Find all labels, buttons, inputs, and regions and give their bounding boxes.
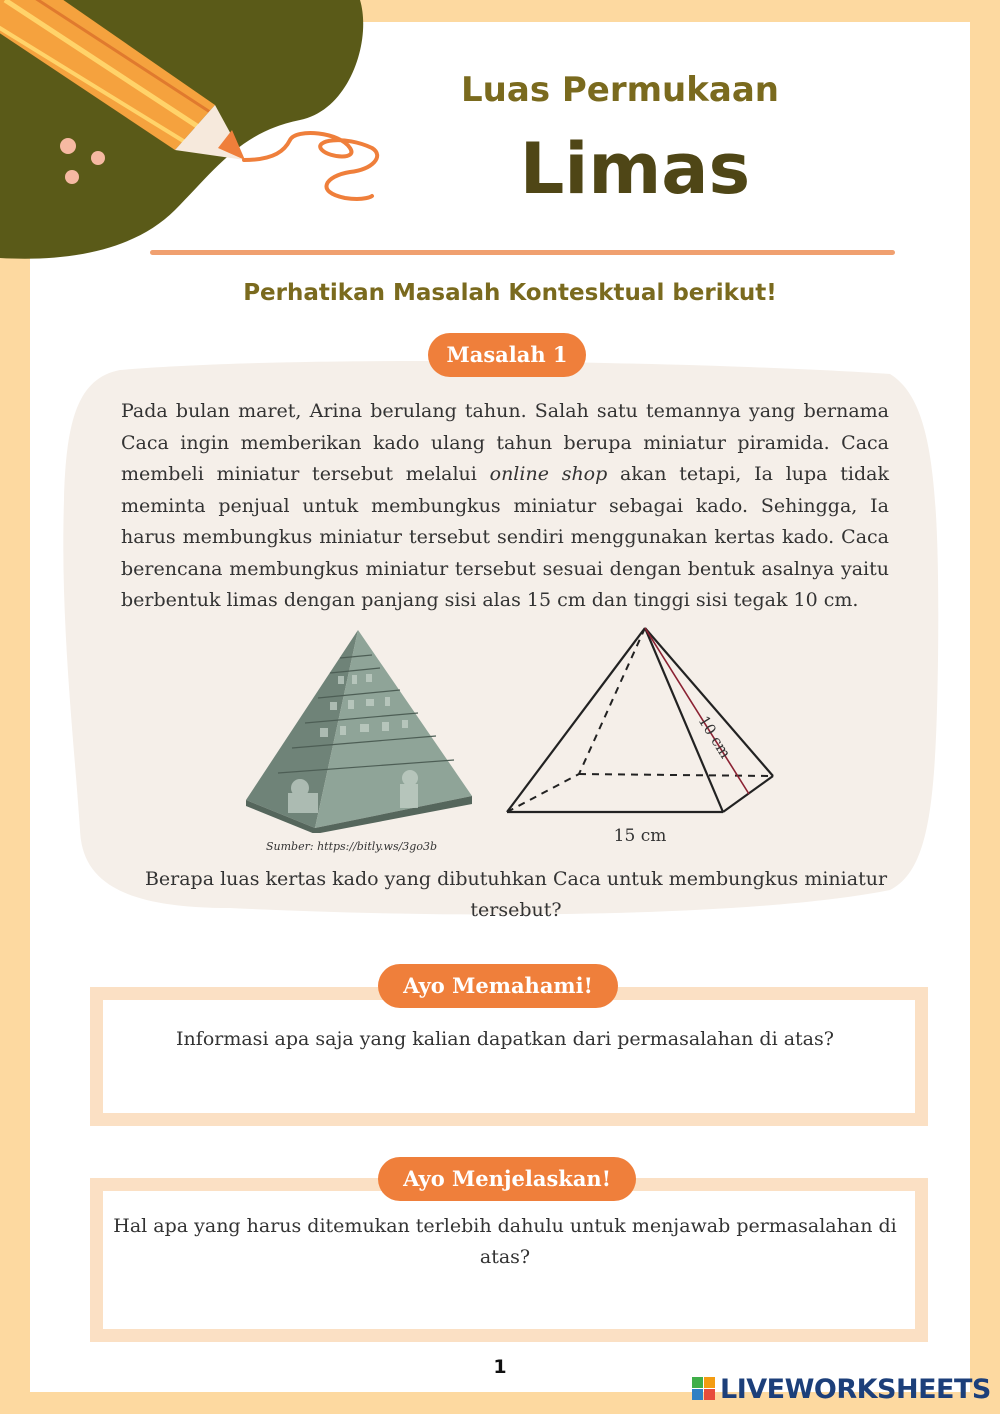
- liveworksheets-watermark[interactable]: [692, 1374, 991, 1404]
- page-title: Limas: [519, 128, 751, 210]
- problem-question: Berapa luas kertas kado yang dibutuhkan Caca untuk membungkus miniatur tersebut?: [144, 868, 888, 921]
- explain-question: Hal apa yang harus ditemukan terlebih dahulu untuk menjawab permasalahan di atas?: [113, 1215, 897, 1268]
- understand-label: Ayo Memahami!: [378, 964, 618, 1008]
- title-top: Luas Permukaan: [461, 70, 779, 110]
- problem-text: [121, 396, 889, 617]
- understand-question: Informasi apa saja yang kalian dapatkan dari permasalahan di atas?: [176, 1028, 834, 1050]
- section-subheading: Perhatikan Masalah Kontesktual berikut!: [243, 280, 777, 306]
- watermark-text: LIVEWORKSHEETS: [720, 1373, 991, 1405]
- problem-text-part-2: akan tetapi, Ia lupa tidak meminta penjual untuk membungkus miniatur sebagai kado. Sehingga, Ia harus membungkus miniatur tersebut sendiri menggunakan kertas kado. Caca berencana membungkus miniatur tersebut sesuai dengan bentuk asalnya yaitu berbentuk limas dengan panjang sisi alas 15 cm dan tinggi sisi tegak 10 cm.: [121, 463, 889, 611]
- pyramid-diagram: [495, 620, 795, 830]
- problem-text-italic: online shop: [489, 463, 608, 485]
- page-number: 1: [493, 1356, 507, 1378]
- explain-label: Ayo Menjelaskan!: [378, 1157, 636, 1201]
- base-side-label: 15 cm: [613, 826, 667, 846]
- pencil-decoration-icon: [0, 0, 400, 270]
- problem-text-part-1: Pada bulan maret, Arina berulang tahun. Salah satu temannya yang bernama Caca ingin memberikan kado ulang tahun berupa miniatur piramida. Caca membeli miniatur tersebut melalui: [121, 400, 889, 485]
- pyramid-miniature-image: [240, 628, 480, 833]
- slant-height-label: 10 cm: [694, 712, 735, 762]
- problem-label: Masalah 1: [428, 333, 586, 377]
- liveworksheets-logo-icon: [692, 1377, 716, 1401]
- title-divider: [150, 250, 895, 255]
- image-source: Sumber: https://bitly.ws/3go3b: [266, 840, 438, 853]
